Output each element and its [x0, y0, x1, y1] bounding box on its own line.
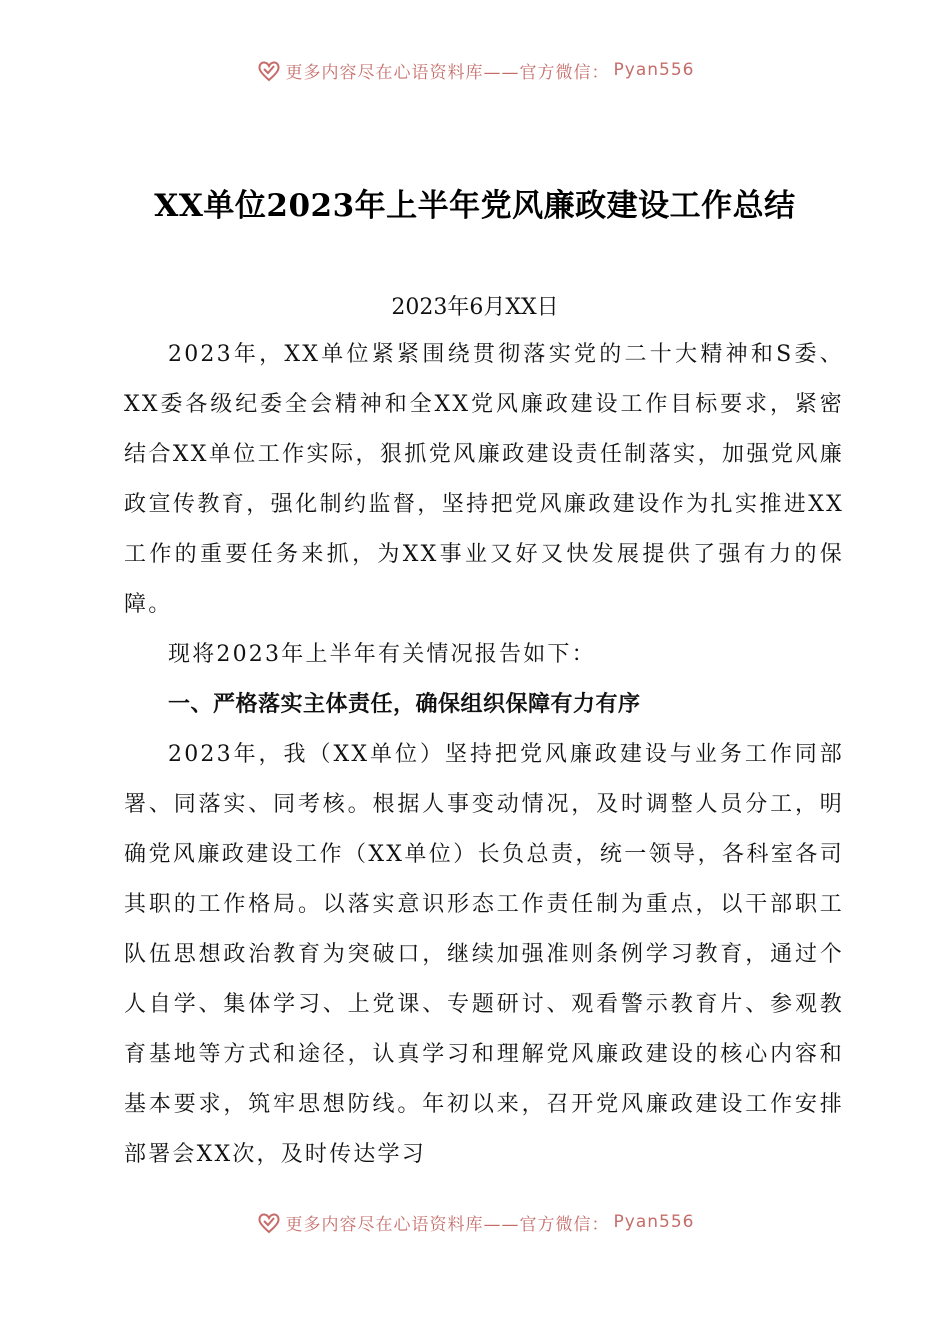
document-title: XX单位2023年上半年党风廉政建设工作总结 [154, 188, 796, 224]
watermark-handle: Pyan556 [613, 60, 695, 80]
paragraph-intro: 2023年，XX单位紧紧围绕贯彻落实党的二十大精神和S委、XX委各级纪委全会精神和全XX党风廉政建设工作目标要求，紧密结合XX单位工作实际，狠抓党风廉政建设责任制落实，加强党风廉政宣传教育，强化制约监督，坚持把党风廉政建设作为扎实推进XX工作的重要任务来抓，为XX事业又好又快发展提供了强有力的保障。 [124, 342, 844, 617]
paragraph-report-lead: 现将2023年上半年有关情况报告如下： [168, 642, 596, 667]
section-heading-1: 一、严格落实主体责任，确保组织保障有力有序 [168, 692, 641, 717]
document-date: 2023年6月XX日 [391, 295, 559, 320]
watermark-text: 更多内容尽在心语资料库——官方微信： [285, 1214, 610, 1235]
heart-logo-icon [256, 57, 282, 83]
paragraph-section-1: 2023年，我（XX单位）坚持把党风廉政建设与业务工作同部署、同落实、同考核。根据人事变动情况，及时调整人员分工，明确党风廉政建设工作（XX单位）长负总责，统一领导，各科室各司其职的工作格局。以落实意识形态工作责任制为重点，以干部职工队伍思想政治教育为突破口，继续加强准则条例学习教育，通过个人自学、集体学习、上党课、专题研讨、观看警示教育片、参观教育基地等方式和途径，认真学习和理解党风廉政建设的核心内容和基本要求，筑牢思想防线。年初以来，召开党风廉政建设工作安排部署会XX次，及时传达学习 [124, 742, 844, 1167]
heart-logo-icon [256, 1209, 282, 1235]
watermark-handle: Pyan556 [613, 1212, 695, 1232]
watermark-footer [0, 1207, 950, 1237]
watermark-header [0, 55, 950, 85]
watermark-text: 更多内容尽在心语资料库——官方微信： [285, 62, 610, 83]
document-body [124, 330, 844, 1180]
